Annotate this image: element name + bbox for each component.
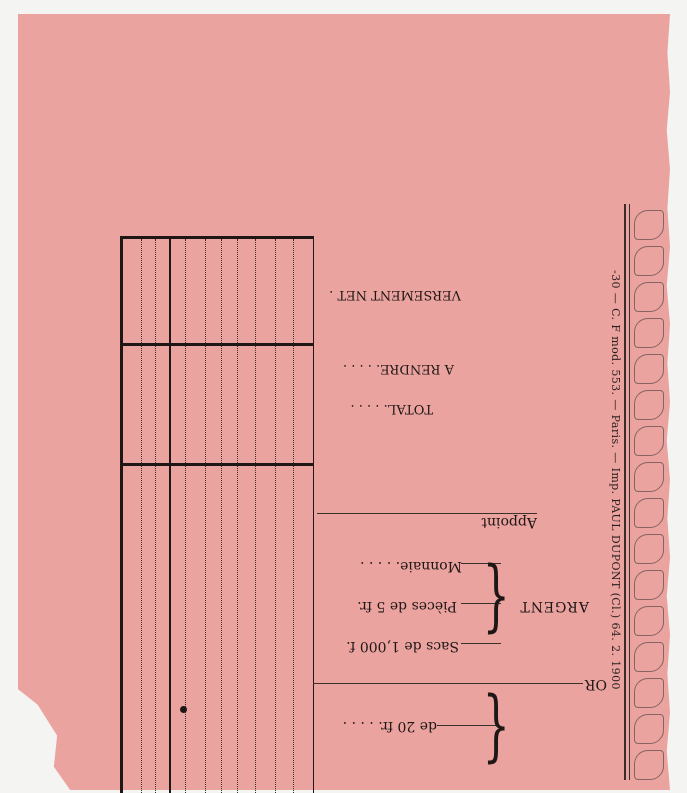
- or-brace: {: [482, 686, 510, 776]
- argent-brace: {: [482, 556, 510, 646]
- label-pieces-5: Pièces de 5 fr.: [357, 598, 457, 614]
- label-argent: ARGENT: [519, 598, 589, 614]
- label-sacs-1000: Sacs de 1,000 f.: [346, 638, 459, 654]
- printer-imprint: -30 — C. F mod. 553. — Paris. — Imp. PAUL DUPONT (Cl.) 64. 2. 1900: [609, 270, 622, 690]
- label-de-20: de 20 fr. . . . .: [342, 718, 437, 734]
- label-appoint: Appoint: [481, 514, 537, 530]
- label-versement-net: VERSEMENT NET .: [329, 287, 461, 302]
- label-or: OR: [584, 676, 607, 692]
- appoint-rule: [317, 513, 537, 514]
- or-rule: [313, 683, 583, 684]
- label-total: TOTAL. . . . .: [350, 401, 433, 416]
- label-a-rendre: A RENDRE. . . . .: [342, 361, 454, 376]
- label-monnaie: Monnaie. . . . .: [360, 558, 462, 574]
